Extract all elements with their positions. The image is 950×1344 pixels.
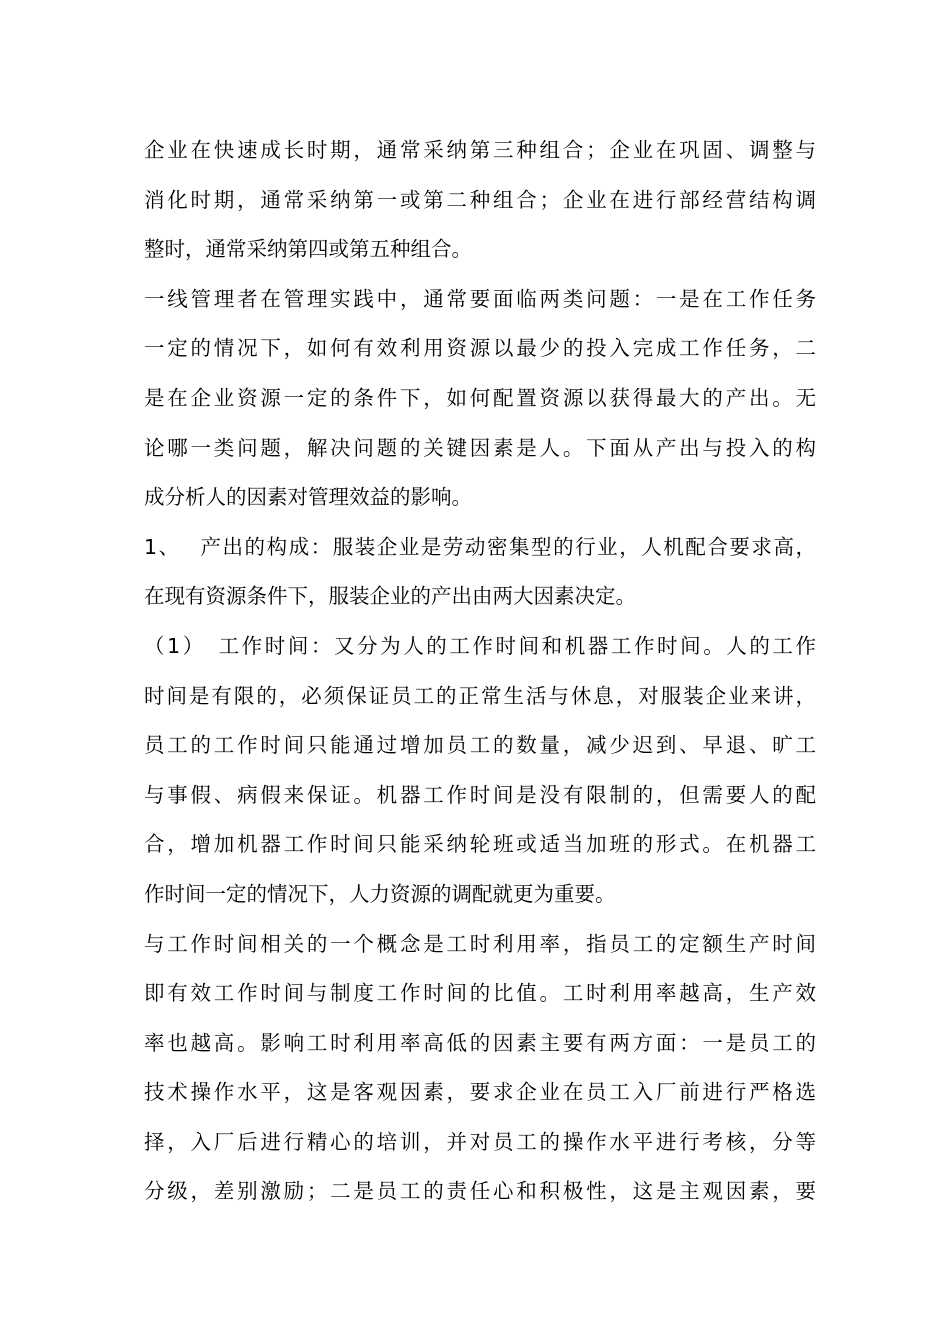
- text-line: 率也越高。影响工时利用率高低的因素主要有两方面：一是员工的: [144, 1030, 816, 1055]
- text-line: 与工作时间相关的一个概念是工时利用率，指员工的定额生产时间: [144, 931, 816, 956]
- text-line: 与事假、病假来保证。机器工作时间是没有限制的，但需要人的配: [144, 782, 816, 807]
- text-line: 合，增加机器工作时间只能采纳轮班或适当加班的形式。在机器工: [144, 832, 816, 857]
- text-line: 在现有资源条件下，服装企业的产出由两大因素决定。: [144, 584, 636, 609]
- text-line: 分级，差别激励；二是员工的责任心和积极性，这是主观因素，要: [144, 1179, 816, 1204]
- text-line: 择，入厂后进行精心的培训，并对员工的操作水平进行考核，分等: [144, 1129, 816, 1154]
- text-line: 成分析人的因素对管理效益的影响。: [144, 485, 472, 510]
- text-line: 时间是有限的，必须保证员工的正常生活与休息，对服装企业来讲，: [144, 683, 816, 708]
- text-line: 消化时期，通常采纳第一或第二种组合；企业在进行部经营结构调: [144, 187, 816, 212]
- text-line: 1、 产出的构成：服装企业是劳动密集型的行业，人机配合要求高，: [144, 534, 816, 559]
- text-line: 员工的工作时间只能通过增加员工的数量，减少迟到、早退、旷工: [144, 733, 816, 758]
- document-page: [144, 126, 816, 1217]
- text-line: 作时间一定的情况下，人力资源的调配就更为重要。: [144, 881, 616, 906]
- text-line: 企业在快速成长时期，通常采纳第三种组合；企业在巩固、调整与: [144, 138, 816, 162]
- text-line: 一定的情况下，如何有效利用资源以最少的投入完成工作任务，二: [144, 336, 816, 361]
- text-line: 一线管理者在管理实践中，通常要面临两类问题：一是在工作任务: [144, 286, 816, 311]
- text-line: 是在企业资源一定的条件下，如何配置资源以获得最大的产出。无: [144, 385, 816, 410]
- text-line: 论哪一类问题，解决问题的关键因素是人。下面从产出与投入的构: [144, 435, 816, 460]
- text-line: 整时，通常采纳第四或第五种组合。: [144, 237, 472, 262]
- text-line: 技术操作水平，这是客观因素，要求企业在员工入厂前进行严格选: [144, 1080, 816, 1105]
- text-line: （1） 工作时间：又分为人的工作时间和机器工作时间。人的工作: [144, 633, 816, 658]
- text-line: 即有效工作时间与制度工作时间的比值。工时利用率越高，生产效: [144, 981, 816, 1006]
